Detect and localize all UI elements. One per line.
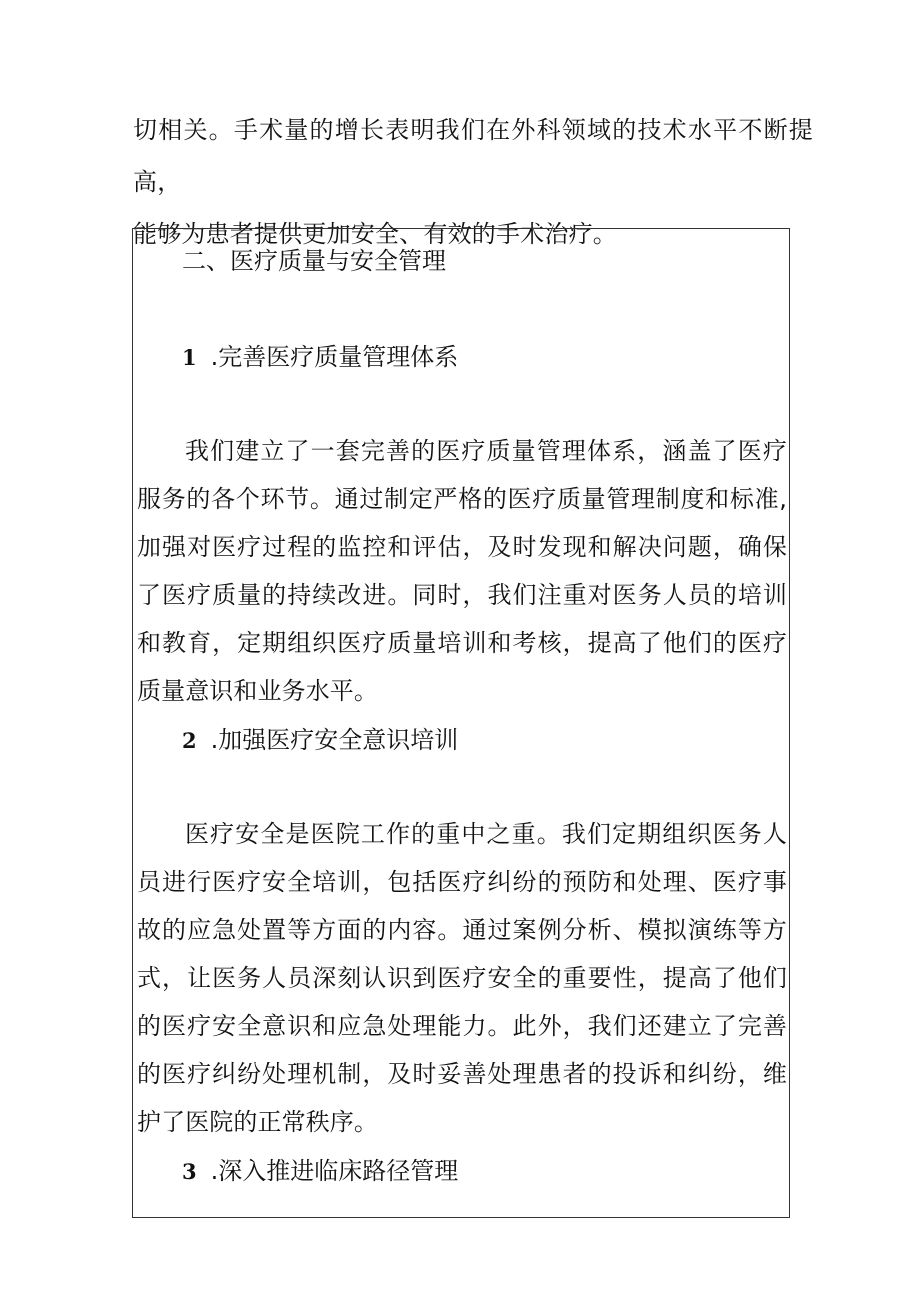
- subheading-1: [182, 340, 458, 375]
- subheading-3-number: 3: [182, 1159, 197, 1184]
- subheading-2-text: .加强医疗安全意识培训: [210, 726, 459, 754]
- subheading-3: [182, 1154, 458, 1189]
- content-frame: [132, 228, 790, 1218]
- paragraph-2: 医疗安全是医院工作的重中之重。我们定期组织医务人员进行医疗安全培训，包括医疗纠纷的预防和处理、医疗事故的应急处置等方面的内容。通过案例分析、模拟演练等方式，让医务人员深刻认识到医疗安全的重要性，提高了他们的医疗安全意识和应急处理能力。此外，我们还建立了完善的医疗纠纷处理机制，及时妥善处理患者的投诉和纠纷，维护了医院的正常秩序。: [137, 820, 787, 1136]
- intro-line-2: 能够为患者提供更加安全、有效的手术治疗。: [133, 220, 617, 248]
- subheading-2: [182, 723, 458, 758]
- subheading-3-text: .深入推进临床路径管理: [210, 1157, 459, 1185]
- subheading-1-number: 1: [182, 345, 197, 370]
- section-title: 二、医疗质量与安全管理: [182, 247, 446, 275]
- subheading-2-number: 2: [182, 728, 197, 753]
- paragraph-1: 我们建立了一套完善的医疗质量管理体系，涵盖了医疗服务的各个环节。通过制定严格的医疗质量管理制度和标准,加强对医疗过程的监控和评估，及时发现和解决问题，确保了医疗质量的持续改进。同时，我们注重对医务人员的培训和教育，定期组织医疗质量培训和考核，提高了他们的医疗质量意识和业务水平。: [137, 437, 787, 705]
- intro-line-1: 切相关。手术量的增长表明我们在外科领域的技术水平不断提高，: [133, 116, 813, 196]
- subheading-1-text: .完善医疗质量管理体系: [210, 343, 459, 371]
